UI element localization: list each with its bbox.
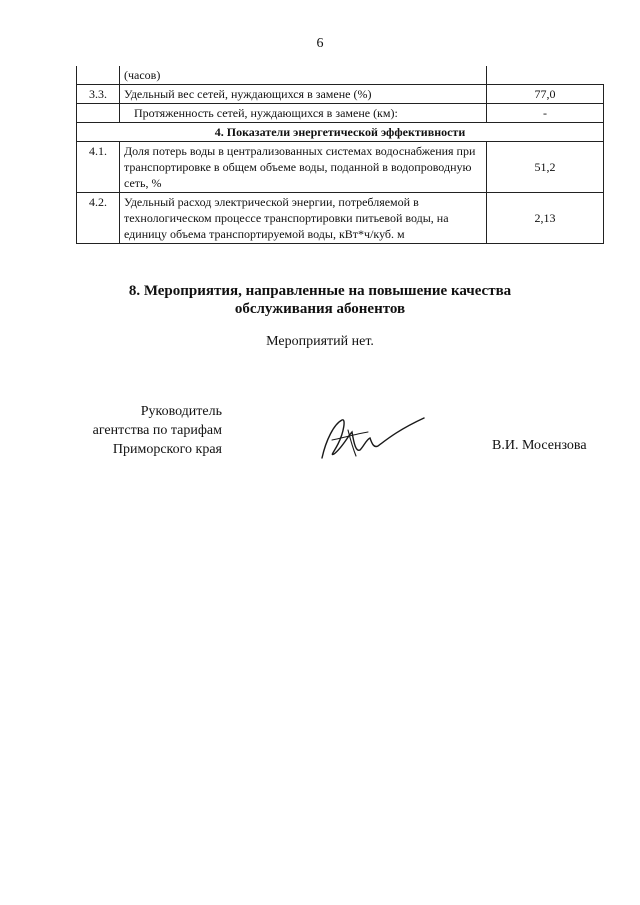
row-number-cell: 4.1.	[77, 142, 120, 193]
row-value-cell: -	[487, 104, 604, 123]
section-8-title-line1: 8. Мероприятия, направленные на повышение качества	[128, 283, 512, 299]
signatory-position-line3: Приморского края	[112, 442, 222, 457]
table-row	[77, 193, 604, 244]
row-number-cell: 3.3.	[77, 85, 120, 104]
indicators-table	[76, 66, 604, 244]
row-description-cell: Доля потерь воды в централизованных системах водоснабжения при транспортировке в общем объеме воды, поданной в водопроводную сеть, %	[120, 142, 487, 193]
signatory-position	[92, 402, 222, 459]
signatory-position-line2: агентства по тарифам	[92, 423, 222, 438]
row-description-cell: Протяженность сетей, нуждающихся в замене (км):	[120, 104, 487, 123]
row-value-cell: 77,0	[487, 85, 604, 104]
section-8-title	[0, 282, 640, 318]
row-value-cell: 2,13	[487, 193, 604, 244]
table-row	[77, 104, 604, 123]
handwritten-signature	[312, 410, 432, 466]
table-row	[77, 85, 604, 104]
signatory-name: В.И. Мосензова	[492, 438, 587, 453]
section-header-cell: 4. Показатели энергетической эффективности	[77, 123, 604, 142]
table-row	[77, 142, 604, 193]
no-measures-text: Мероприятий нет.	[266, 334, 374, 349]
table-row	[77, 66, 604, 85]
signatory-position-line1: Руководитель	[140, 404, 222, 419]
table-section-header	[77, 123, 604, 142]
page-number: 6	[316, 36, 324, 51]
row-number-cell	[77, 104, 120, 123]
row-description-cell: Удельный вес сетей, нуждающихся в замене (%)	[120, 85, 487, 104]
row-description-cell: Удельный расход электрической энергии, потребляемой в технологическом процессе транспортировки питьевой воды, на единицу объема транспортируемой воды, кВт*ч/куб. м	[120, 193, 487, 244]
row-number-cell	[77, 66, 120, 85]
row-value-cell: 51,2	[487, 142, 604, 193]
row-value-cell	[487, 66, 604, 85]
section-8-title-line2: обслуживания абонентов	[234, 301, 406, 317]
row-description-cell: (часов)	[120, 66, 487, 85]
row-number-cell: 4.2.	[77, 193, 120, 244]
